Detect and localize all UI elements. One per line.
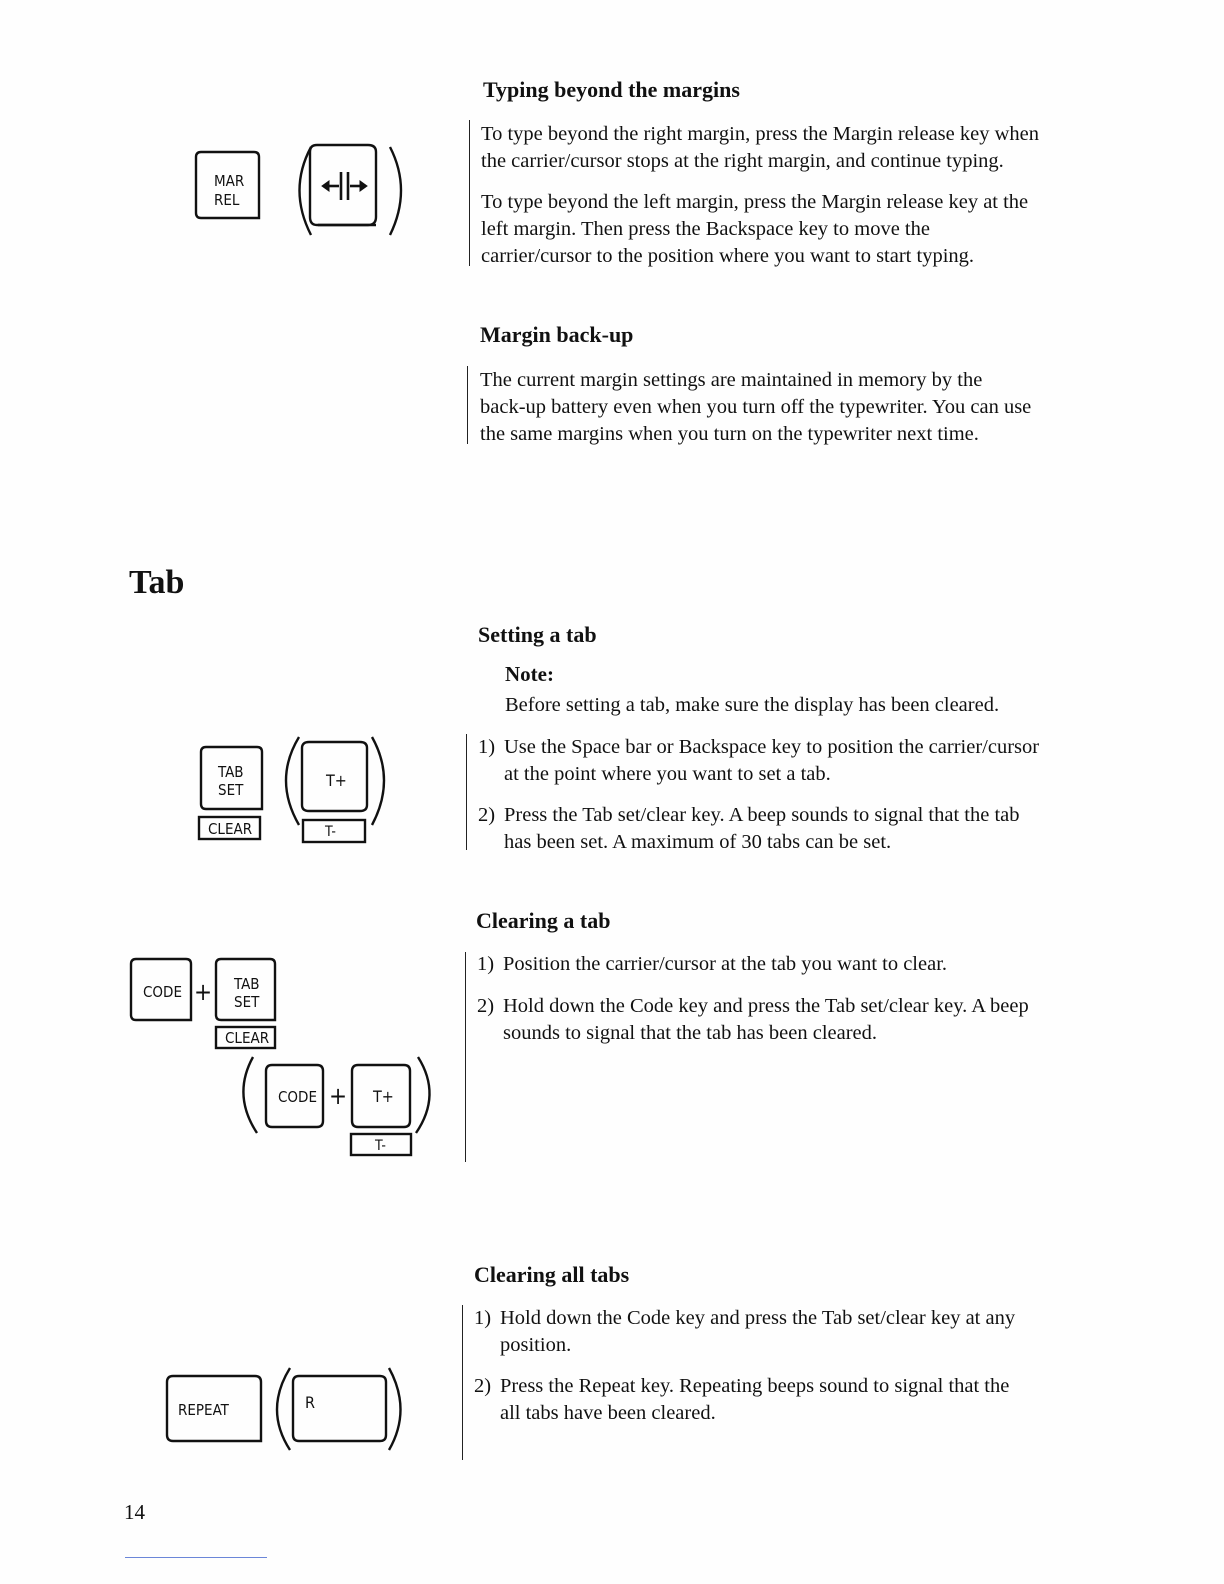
key-label: CLEAR — [208, 820, 253, 838]
change-bar — [469, 120, 470, 266]
key-label: CLEAR — [225, 1029, 270, 1047]
footer-rule — [125, 1557, 267, 1558]
text-line: The current margin settings are maintained in memory by the — [480, 369, 983, 391]
text-line: To type beyond the left margin, press the Margin release key at the — [481, 191, 1029, 213]
change-bar — [462, 1305, 463, 1460]
key-label: TAB — [234, 975, 260, 993]
text-line: Hold down the Code key and press the Tab set/clear key. A beep — [503, 995, 1029, 1017]
text-line: the carrier/cursor stops at the right margin, and continue typing. — [481, 150, 1004, 172]
text-line: back-up battery even when you turn off the typewriter. You can use — [480, 396, 1032, 418]
text-line: Use the Space bar or Backspace key to position the carrier/cursor — [504, 736, 1040, 758]
note-label: Note: — [505, 662, 554, 686]
margins-paragraph-2 — [481, 189, 1121, 270]
text-line: sounds to signal that the tab has been cleared. — [503, 1022, 878, 1044]
key-label: T- — [325, 824, 336, 840]
key-label: CODE — [278, 1088, 317, 1106]
key-label: REL — [214, 191, 240, 209]
text-line: Press the Repeat key. Repeating beeps sound to signal that the — [500, 1375, 1010, 1397]
paren-left — [286, 737, 299, 825]
plus-sign: + — [194, 978, 213, 1006]
key-label: MAR — [214, 172, 245, 190]
page-number: 14 — [124, 1500, 145, 1524]
text-line: position. — [500, 1334, 572, 1356]
list-item: 1) Position the carrier/cursor at the tab you want to clear. — [477, 951, 1117, 978]
text-line: Hold down the Code key and press the Tab set/clear key at any — [500, 1307, 1016, 1329]
plus-sign: + — [329, 1082, 348, 1110]
heading-clearing-a-tab: Clearing a tab — [476, 908, 611, 933]
text-line: left margin. Then press the Backspace key to move the — [481, 218, 930, 240]
paren-left — [277, 1368, 290, 1450]
heading-setting-a-tab: Setting a tab — [478, 622, 597, 647]
paren-right — [372, 737, 384, 825]
key-label: T- — [375, 1138, 386, 1154]
key-label: T+ — [373, 1087, 394, 1106]
list-item: 1) Hold down the Code key and press the Tab set/clear key at any position. — [474, 1305, 1114, 1359]
text-line: at the point where you want to set a tab. — [504, 763, 831, 785]
repeat-key-illustration — [160, 1365, 410, 1455]
text-line: To type beyond the right margin, press the Margin release key when — [481, 123, 1039, 145]
text-line: has been set. A maximum of 30 tabs can be set. — [504, 831, 892, 853]
list-item: 1) Use the Space bar or Backspace key to position the carrier/cursor at the point where you want to set a tab. — [478, 734, 1118, 788]
key-label: T+ — [326, 771, 347, 790]
code-tab-set-key-illustration — [128, 955, 288, 1055]
key-label: TAB — [218, 763, 244, 781]
key-label: CODE — [143, 983, 182, 1001]
list-item: 2) Hold down the Code key and press the Tab set/clear key. A beep sounds to signal that the tab has been cleared. — [477, 993, 1117, 1047]
margins-paragraph-1 — [481, 121, 1121, 175]
margin-release-key-illustration — [190, 145, 415, 240]
change-bar — [466, 734, 467, 850]
paren-right — [389, 1368, 401, 1450]
code-t-plus-key-illustration — [240, 1055, 440, 1165]
list-item: 2) Press the Repeat key. Repeating beeps sound to signal that the all tabs have been cleared. — [474, 1373, 1114, 1427]
change-bar — [467, 366, 468, 444]
backup-paragraph — [480, 367, 1120, 448]
heading-typing-beyond-margins: Typing beyond the margins — [483, 77, 740, 102]
paren-left — [243, 1057, 257, 1133]
heading-clearing-all-tabs: Clearing all tabs — [474, 1262, 630, 1287]
key-label: SET — [234, 993, 260, 1011]
key-label: SET — [218, 781, 244, 799]
list-item: 2) Press the Tab set/clear key. A beep sounds to signal that the tab has been set. A maximum of 30 tabs can be set. — [478, 802, 1118, 856]
section-title: Tab — [129, 564, 185, 601]
text-line: Position the carrier/cursor at the tab you want to clear. — [503, 953, 948, 975]
tab-set-key-illustration — [195, 735, 395, 850]
heading-margin-backup: Margin back-up — [480, 322, 634, 347]
paren-right — [416, 1057, 430, 1133]
text-line: carrier/cursor to the position where you want to start typing. — [481, 245, 975, 267]
note-text: Before setting a tab, make sure the display has been cleared. — [505, 694, 1000, 716]
text-line: all tabs have been cleared. — [500, 1402, 716, 1424]
key-label: REPEAT — [178, 1401, 229, 1419]
text-line: the same margins when you turn on the typewriter next time. — [480, 423, 979, 445]
paren-right — [390, 147, 401, 235]
change-bar — [465, 952, 466, 1162]
text-line: Press the Tab set/clear key. A beep sounds to signal that the tab — [504, 804, 1020, 826]
key-label: R — [305, 1393, 315, 1412]
